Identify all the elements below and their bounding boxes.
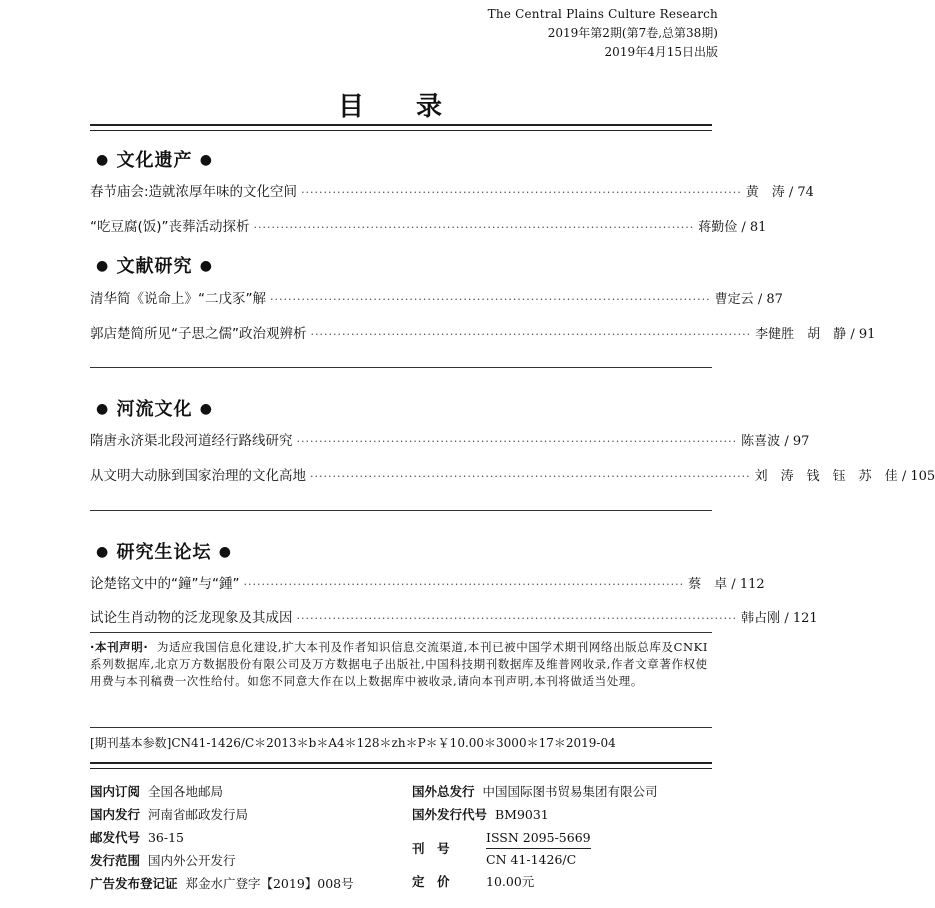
article-author: 蔡 卓 <box>688 577 728 592</box>
leader-dots: ·································································································· <box>310 470 751 483</box>
toc-entry[interactable]: 郭店楚简所见“子思之儒”政治观辨析 ·································································································· 李健胜 胡 静 / 91 <box>90 322 712 344</box>
article-title: 论楚铭文中的“鐘”与“鍾” <box>90 576 240 592</box>
notice-label: ·本刊声明· <box>90 640 149 654</box>
publish-date: 2019年4月15日出版 <box>604 45 718 59</box>
article-title: 试论生肖动物的泛龙现象及其成因 <box>90 610 293 626</box>
leader-dots: ·································································································· <box>296 435 738 448</box>
publication-divider <box>90 762 712 769</box>
article-title: 隋唐永济渠北段河道经行路线研究 <box>90 433 293 449</box>
article-page: 105 <box>910 469 935 484</box>
article-title: “吃豆腐(饭)”丧葬活动探析 <box>90 219 250 235</box>
section-divider <box>90 367 712 368</box>
params-divider <box>90 727 712 728</box>
notice-text: 为适应我国信息化建设,扩大本刊及作者知识信息交流渠道,本刊已被中国学术期刊网络出版总库及CNKI系列数据库,北京万方数据股份有限公司及万方数据电子出版社,中国科技期刊数据库及维普网收录,作者文章著作权使用费与本刊稿费一次性给付。如您不同意大作在以上数据库中被收录,请向本刊声明,本刊将做适当处理。 <box>90 640 708 688</box>
toc-entry[interactable]: 隋唐永济渠北段河道经行路线研究 ·································································································· 陈喜波 / 97 <box>90 429 712 451</box>
leader-dots: ·································································································· <box>253 221 695 234</box>
section-heading: ● 研究生论坛 ● <box>96 542 232 563</box>
leader-dots: ·································································································· <box>243 578 685 591</box>
article-page: 112 <box>739 577 765 592</box>
article-page: 87 <box>766 292 783 307</box>
article-author: 刘 涛 钱 钰 苏 佳 <box>754 469 898 484</box>
article-author: 李健胜 胡 静 <box>755 327 847 342</box>
journal-params: [期刊基本参数]CN41-1426/C＊2013＊b＊A4＊128＊zh＊P＊￥10.00＊3000＊17＊2019-04 <box>90 736 616 750</box>
article-author: 蒋勤俭 <box>698 220 738 235</box>
notice-divider <box>90 632 712 633</box>
toc-entry[interactable]: 从文明大动脉到国家治理的文化高地 ·································································································· 刘 涛 钱 钰 苏 佳 / 105 <box>90 464 712 486</box>
toc-entry[interactable]: 春节庙会:造就浓厚年味的文化空间 ·································································································· 黄 涛 / 74 <box>90 180 712 202</box>
cn-number: CN 41-1426/C <box>486 851 577 867</box>
toc-entry[interactable]: “吃豆腐(饭)”丧葬活动探析 ·································································································· 蒋勤俭 / 81 <box>90 215 712 237</box>
article-title: 春节庙会:造就浓厚年味的文化空间 <box>90 184 298 200</box>
article-author: 韩占刚 <box>741 611 781 626</box>
article-title: 郭店楚简所见“子思之儒”政治观辨析 <box>90 326 307 342</box>
article-title: 从文明大动脉到国家治理的文化高地 <box>90 468 306 484</box>
article-page: 97 <box>792 434 810 449</box>
leader-dots: ·································································································· <box>310 328 752 341</box>
title-divider <box>90 124 712 131</box>
article-page: 91 <box>858 327 876 342</box>
page-title: 目录 <box>337 92 494 122</box>
article-author: 曹定云 <box>714 292 754 307</box>
article-page: 81 <box>749 220 767 235</box>
publication-left: 国内订阅 全国各地邮局 国内发行 河南省邮政发行局 邮发代号 36-15 发行范围 国内外公开发行 广告发布登记证 郑金水广登字【2019】008号 <box>90 784 354 891</box>
section-heading: ● 文化遗产 ● <box>96 150 213 171</box>
section-divider <box>90 510 712 511</box>
leader-dots: ·································································································· <box>296 612 738 625</box>
article-page: 74 <box>797 185 814 200</box>
leader-dots: ·································································································· <box>270 293 711 306</box>
article-author: 黄 涛 <box>745 185 785 200</box>
article-title: 清华简《说命上》“二戊豕”解 <box>90 291 266 307</box>
article-page: 121 <box>792 611 818 626</box>
leader-dots: ·································································································· <box>301 186 742 199</box>
section-heading: ● 河流文化 ● <box>96 399 213 420</box>
copyright-notice <box>90 639 712 690</box>
publication-right: 国外总发行 中国国际图书贸易集团有限公司 国外发行代号 BM9031 刊 号 ISSN 2095-5669 CN 41-1426/C 定 价 10.00元 <box>412 784 658 889</box>
issn: ISSN 2095-5669 <box>486 827 591 849</box>
journal-english-name: The Central Plains Culture Research <box>487 7 718 21</box>
section-heading: ● 文献研究 ● <box>96 256 213 277</box>
issue-info: 2019年第2期(第7卷,总第38期) <box>547 26 718 40</box>
toc-entry[interactable]: 清华简《说命上》“二戊豕”解 ·································································································· 曹定云 / 87 <box>90 287 712 309</box>
toc-entry[interactable]: 论楚铭文中的“鐘”与“鍾” ·································································································· 蔡 卓 / 112 <box>90 572 712 594</box>
toc-entry[interactable]: 试论生肖动物的泛龙现象及其成因 ·································································································· 韩占刚 / 121 <box>90 606 712 628</box>
article-author: 陈喜波 <box>741 434 781 449</box>
journal-header <box>488 5 718 62</box>
